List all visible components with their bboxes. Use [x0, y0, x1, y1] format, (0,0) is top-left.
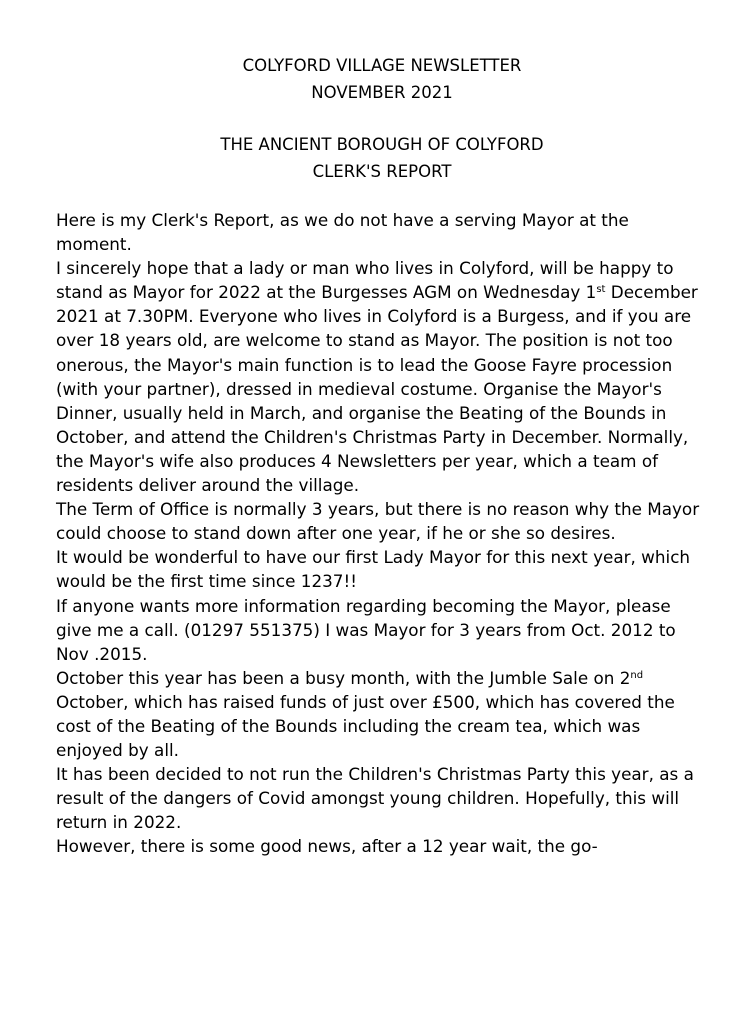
paragraph-contact: If anyone wants more information regarding becoming the Mayor, please give me a call. (01297 551375) I was Mayor for 3 years from Oct. 2012 to Nov .2015. [56, 595, 676, 664]
paragraph-term-of-office: The Term of Office is normally 3 years, but there is no reason why the Mayor could choose to stand down after one year, if he or she so desires. [56, 499, 700, 544]
paragraph-text: December 2021 at 7.30PM. Everyone who lives in Colyford is a Burgess, and if you are over 18 years old, are welcome to stand as Mayor. The position is not too onerous, the Mayor's main function is to lead the Goose Fayre procession (with your partner), dressed in medieval costume. Organise the Mayor's Dinner, usually held in March, and organise the Beating of the Bounds in October, and attend the Children's Christmas Party in December. Normally, the Mayor's wife also produces 4 Newsletters per year, which a team of residents deliver around the village. [56, 282, 698, 496]
paragraph-christmas-party: It has been decided to not run the Children's Christmas Party this year, as a result of the dangers of Covid amongst young children. Hopefully, this will return in 2022. [56, 764, 694, 833]
report-heading [56, 131, 708, 185]
paragraph-jumble-sale [56, 666, 708, 762]
ordinal-suffix: st [596, 284, 606, 296]
paragraph-lady-mayor: It would be wonderful to have our first Lady Mayor for this next year, which would be the first time since 1237!! [56, 547, 691, 592]
newsletter-issue-date: NOVEMBER 2021 [311, 83, 453, 102]
newsletter-title: COLYFORD VILLAGE NEWSLETTER [242, 56, 522, 75]
borough-name: THE ANCIENT BOROUGH OF COLYFORD [220, 135, 544, 154]
paragraph-text: October this year has been a busy month, with the Jumble Sale on 2 [56, 667, 631, 688]
paragraph-mayor-invitation [56, 256, 708, 497]
masthead [56, 52, 708, 106]
paragraph-intro: Here is my Clerk's Report, as we do not have a serving Mayor at the moment. [56, 210, 629, 255]
paragraph-text: I sincerely hope that a lady or man who lives in Colyford, will be happy to stand as Mayor for 2022 at the Burgesses AGM on Wednesday 1 [56, 258, 674, 303]
paragraph-text: October, which has raised funds of just over £500, which has covered the cost of the Beating of the Bounds including the cream tea, which was enjoyed by all. [56, 691, 675, 761]
report-title: CLERK'S REPORT [312, 162, 452, 181]
report-body [56, 208, 708, 859]
paragraph-good-news: However, there is some good news, after a 12 year wait, the go- [56, 836, 598, 857]
ordinal-suffix: nd [630, 669, 644, 681]
